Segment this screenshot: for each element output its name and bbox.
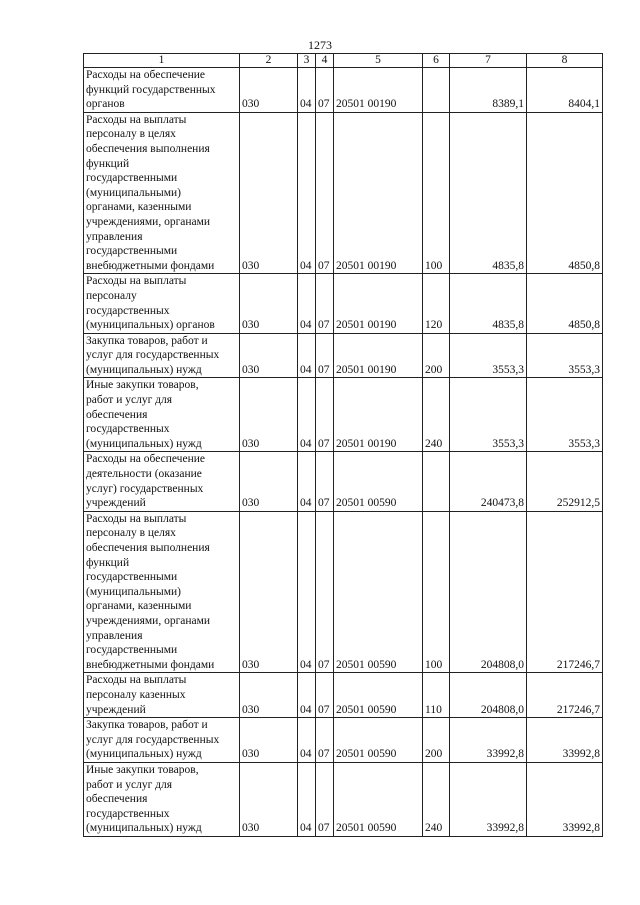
row-value-col7: 33992,8	[450, 762, 527, 836]
row-name: Закупка товаров, работ и услуг для государственных (муниципальных) нужд	[84, 718, 240, 763]
row-subsection: 07	[316, 762, 334, 836]
column-header-3: 3	[298, 54, 316, 68]
row-code: 030	[240, 762, 298, 836]
row-expense-type: 100	[423, 511, 450, 673]
column-header-1: 1	[84, 54, 240, 68]
table-row	[84, 718, 603, 763]
row-value-col7: 4835,8	[450, 274, 527, 333]
row-value-col7: 3553,3	[450, 333, 527, 378]
row-expense-type: 240	[423, 762, 450, 836]
row-code: 030	[240, 452, 298, 511]
row-expense-type: 100	[423, 112, 450, 274]
row-subsection: 07	[316, 333, 334, 378]
table-row	[84, 68, 603, 113]
table-row	[84, 112, 603, 274]
row-name: Расходы на выплаты персоналу в целях обеспечения выполнения функций государственными (муниципальными) органами, казенными учреждениями, органами управления государственными внебюджетными фондами	[84, 112, 240, 274]
budget-table	[83, 53, 603, 837]
row-value-col7: 204808,0	[450, 511, 527, 673]
row-subsection: 07	[316, 452, 334, 511]
row-name: Иные закупки товаров, работ и услуг для обеспечения государственных (муниципальных) нужд	[84, 378, 240, 452]
row-target-article: 20501 00190	[334, 68, 423, 113]
row-target-article: 20501 00590	[334, 762, 423, 836]
row-name: Расходы на выплаты персоналу в целях обеспечения выполнения функций государственными (муниципальными) органами, казенными учреждениями, органами управления государственными внебюджетными фондами	[84, 511, 240, 673]
row-subsection: 07	[316, 378, 334, 452]
row-expense-type: 200	[423, 333, 450, 378]
row-value-col7: 33992,8	[450, 718, 527, 763]
row-expense-type: 240	[423, 378, 450, 452]
row-value-col7: 8389,1	[450, 68, 527, 113]
row-value-col8: 217246,7	[527, 673, 603, 718]
column-header-6: 6	[423, 54, 450, 68]
row-value-col8: 3553,3	[527, 333, 603, 378]
row-value-col8: 252912,5	[527, 452, 603, 511]
row-name: Расходы на выплаты персоналу государственных (муниципальных) органов	[84, 274, 240, 333]
row-section: 04	[298, 333, 316, 378]
row-code: 030	[240, 673, 298, 718]
row-value-col7: 3553,3	[450, 378, 527, 452]
row-subsection: 07	[316, 718, 334, 763]
row-value-col8: 4850,8	[527, 274, 603, 333]
row-code: 030	[240, 112, 298, 274]
row-value-col8: 3553,3	[527, 378, 603, 452]
column-header-8: 8	[527, 54, 603, 68]
table-row	[84, 673, 603, 718]
row-target-article: 20501 00190	[334, 112, 423, 274]
row-target-article: 20501 00590	[334, 673, 423, 718]
row-expense-type	[423, 68, 450, 113]
row-code: 030	[240, 378, 298, 452]
row-section: 04	[298, 673, 316, 718]
row-section: 04	[298, 68, 316, 113]
row-code: 030	[240, 68, 298, 113]
row-name: Иные закупки товаров, работ и услуг для обеспечения государственных (муниципальных) нужд	[84, 762, 240, 836]
row-name: Расходы на обеспечение функций государственных органов	[84, 68, 240, 113]
row-code: 030	[240, 511, 298, 673]
row-name: Расходы на выплаты персоналу казенных учреждений	[84, 673, 240, 718]
table-row	[84, 762, 603, 836]
row-expense-type	[423, 452, 450, 511]
row-section: 04	[298, 762, 316, 836]
row-expense-type: 110	[423, 673, 450, 718]
row-section: 04	[298, 112, 316, 274]
table-row	[84, 333, 603, 378]
page-number: 1273	[308, 38, 332, 52]
row-value-col8: 8404,1	[527, 68, 603, 113]
table-row	[84, 274, 603, 333]
row-target-article: 20501 00190	[334, 378, 423, 452]
row-subsection: 07	[316, 511, 334, 673]
row-section: 04	[298, 274, 316, 333]
row-name: Расходы на обеспечение деятельности (оказание услуг) государственных учреждений	[84, 452, 240, 511]
row-target-article: 20501 00190	[334, 333, 423, 378]
row-subsection: 07	[316, 673, 334, 718]
row-value-col8: 33992,8	[527, 762, 603, 836]
row-target-article: 20501 00590	[334, 718, 423, 763]
table-row	[84, 452, 603, 511]
table-row	[84, 378, 603, 452]
row-value-col7: 4835,8	[450, 112, 527, 274]
table-row	[84, 511, 603, 673]
row-code: 030	[240, 718, 298, 763]
column-header-2: 2	[240, 54, 298, 68]
row-section: 04	[298, 718, 316, 763]
row-subsection: 07	[316, 112, 334, 274]
row-section: 04	[298, 378, 316, 452]
row-target-article: 20501 00190	[334, 274, 423, 333]
row-target-article: 20501 00590	[334, 452, 423, 511]
column-header-7: 7	[450, 54, 527, 68]
row-target-article: 20501 00590	[334, 511, 423, 673]
row-name: Закупка товаров, работ и услуг для государственных (муниципальных) нужд	[84, 333, 240, 378]
row-value-col7: 204808,0	[450, 673, 527, 718]
column-header-4: 4	[316, 54, 334, 68]
row-value-col8: 33992,8	[527, 718, 603, 763]
header-row	[84, 54, 603, 68]
column-header-5: 5	[334, 54, 423, 68]
row-value-col8: 217246,7	[527, 511, 603, 673]
row-subsection: 07	[316, 68, 334, 113]
row-subsection: 07	[316, 274, 334, 333]
row-code: 030	[240, 274, 298, 333]
row-expense-type: 200	[423, 718, 450, 763]
row-section: 04	[298, 452, 316, 511]
row-code: 030	[240, 333, 298, 378]
row-section: 04	[298, 511, 316, 673]
row-value-col8: 4850,8	[527, 112, 603, 274]
row-value-col7: 240473,8	[450, 452, 527, 511]
row-expense-type: 120	[423, 274, 450, 333]
